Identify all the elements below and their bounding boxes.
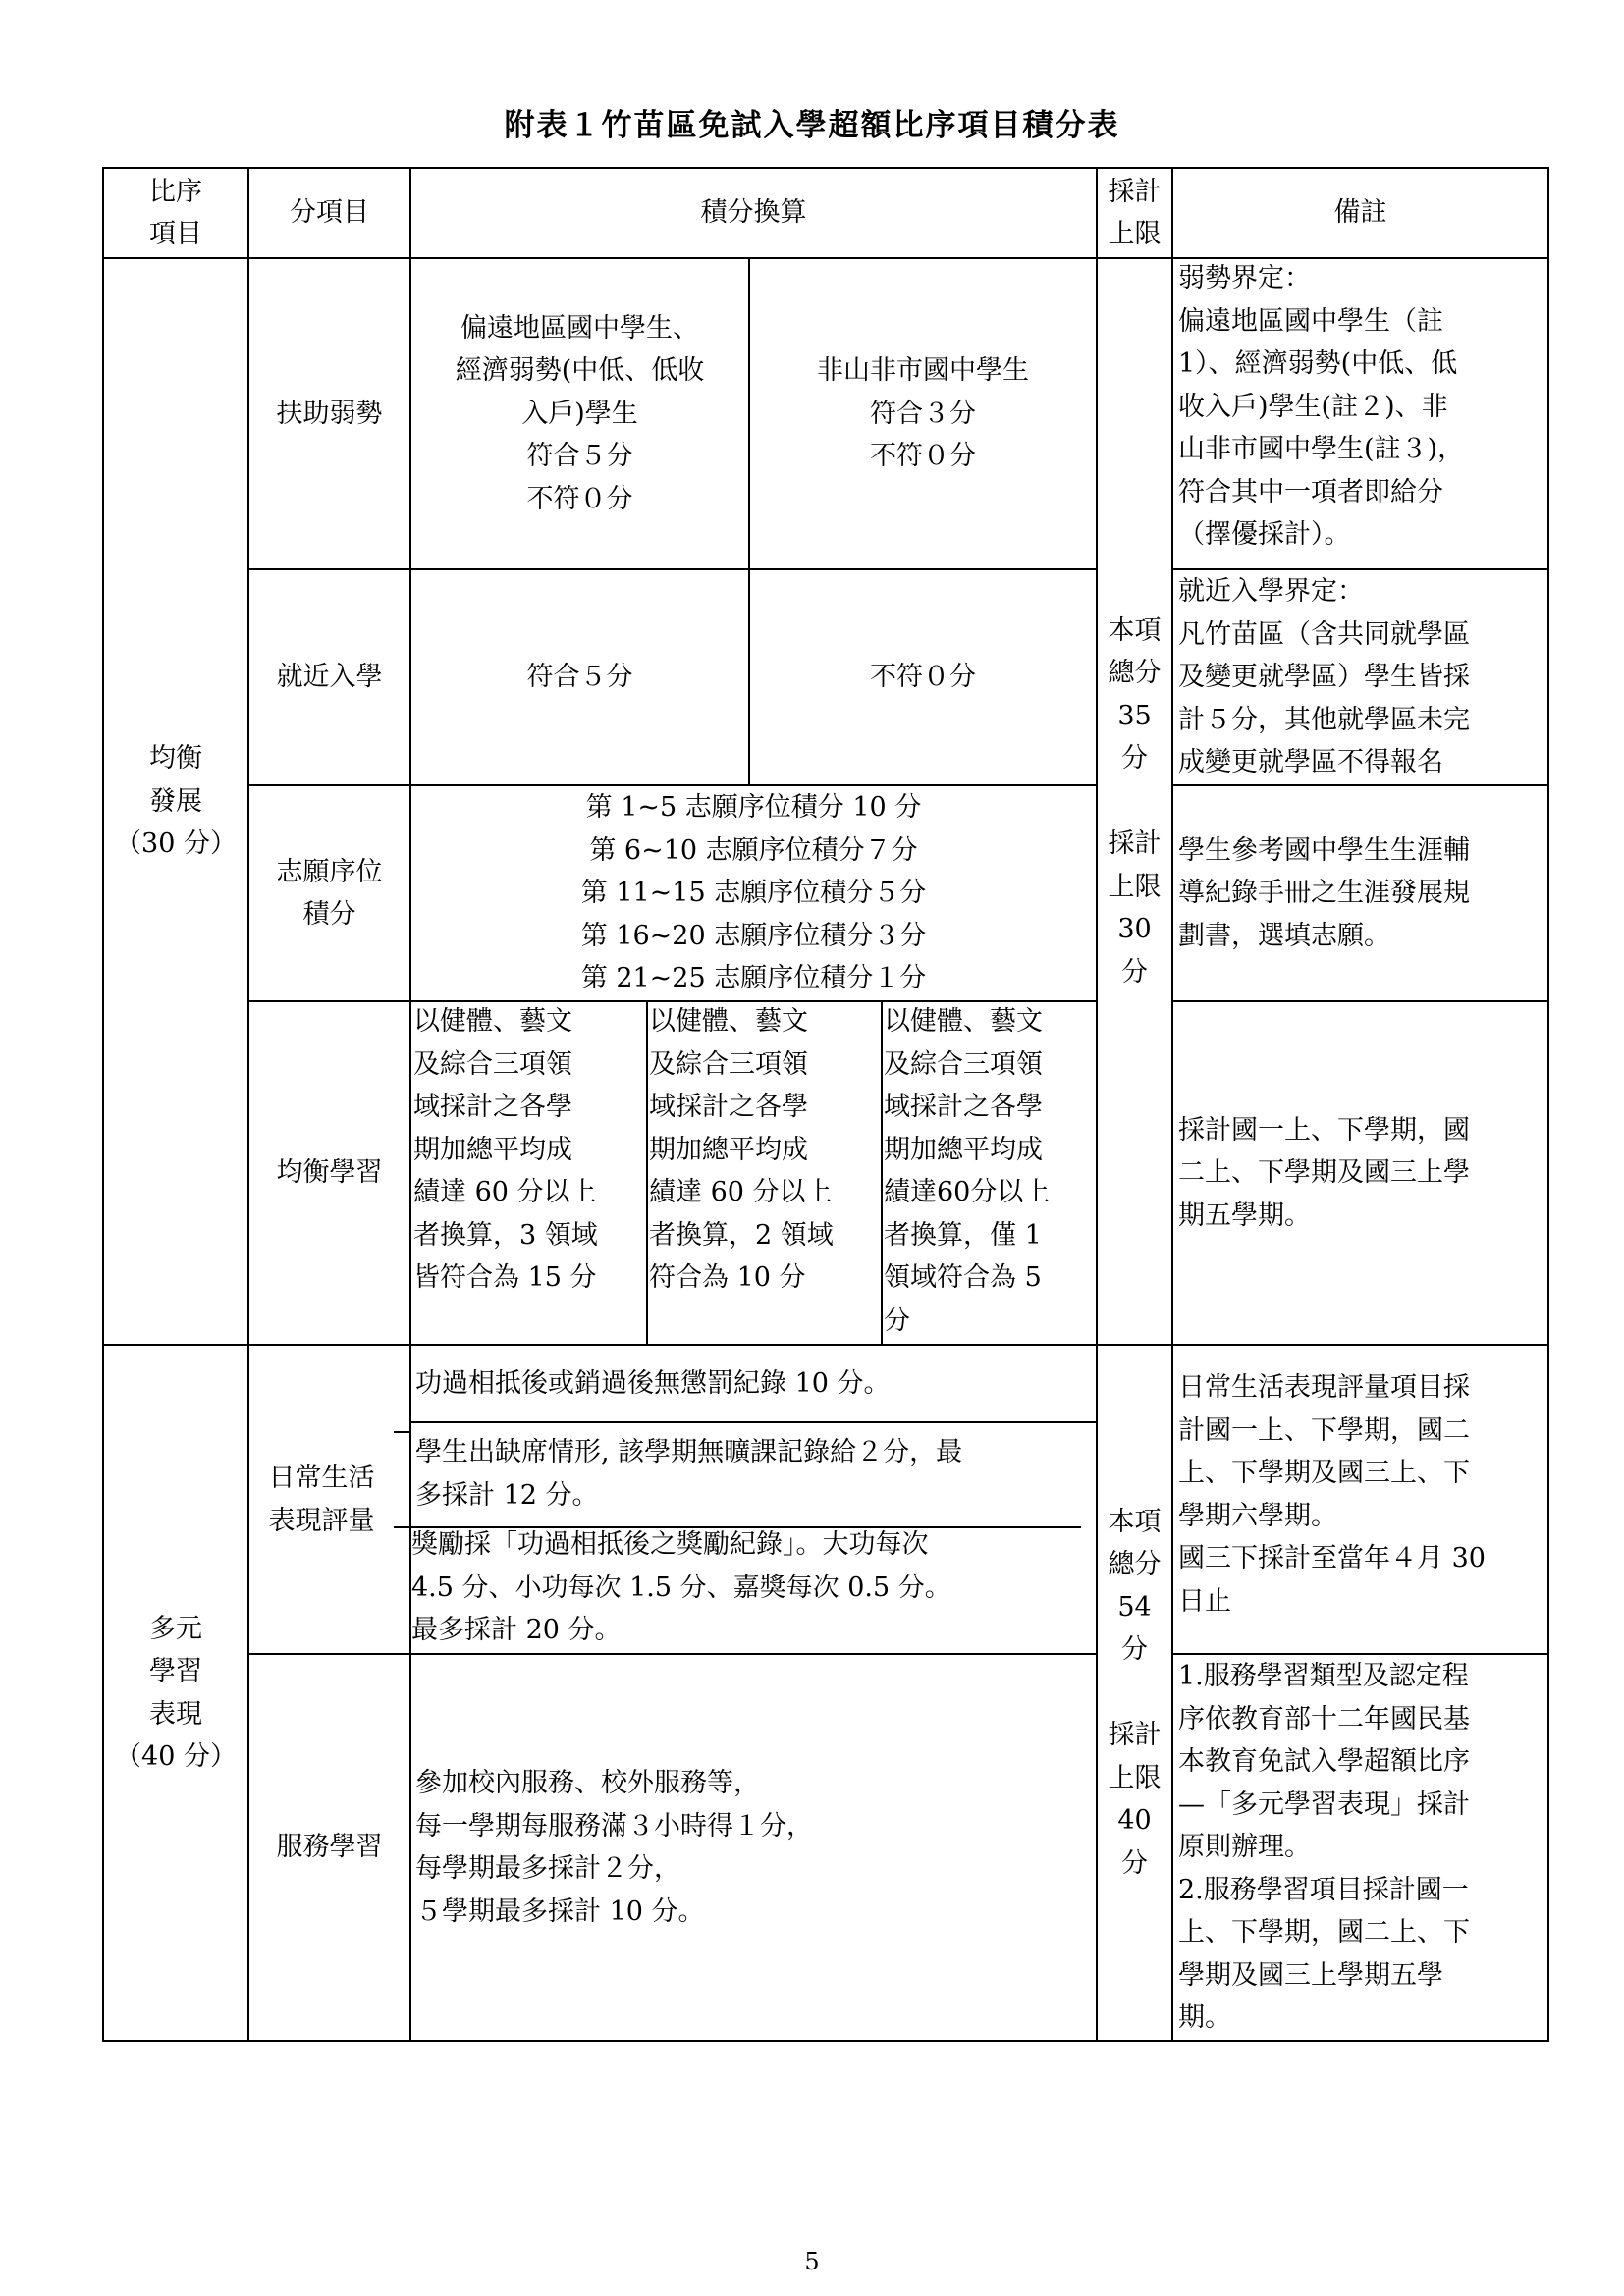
page-title: 附表１竹苗區免試入學超額比序項目積分表 [504, 108, 1120, 143]
daily-performance-note: 日常生活表現評量項目採 計國一上、下學期，國二 上、下學期及國三上、下 學期六學期。 國三下採計至當年４月 30 日止 [1178, 1372, 1486, 1617]
row-divider [394, 1431, 409, 1433]
balanced-learning-3-domains: 以健體、藝文 及綜合三項領 域採計之各學 期加總平均成 績達 60 分以上 者換算，3 領域 皆符合為 15 分 [413, 1006, 598, 1293]
balanced-learning-2-domains: 以健體、藝文 及綜合三項領 域採計之各學 期加總平均成 績達 60 分以上 者換算，2 領域 符合為 10 分 [649, 1006, 834, 1293]
section-balanced-limit: 本項 總分 35 分 採計 上限 30 分 [1108, 614, 1162, 988]
header-sort-item: 比序 項目 [149, 176, 202, 249]
daily-performance-label: 日常生活 表現評量 [268, 1463, 375, 1536]
cell-divider [881, 1000, 883, 1346]
nearby-label: 就近入學 [276, 662, 383, 693]
disadvantaged-label: 扶助弱勢 [276, 398, 383, 429]
header-sub-item: 分項目 [290, 197, 369, 229]
daily-attendance-row: 學生出缺席情形, 該學期無曠課記錄給２分，最 多採計 12 分。 [415, 1437, 963, 1511]
balanced-learning-note: 採計國一上、下學期，國 二上、下學期及國三上學 期五學期。 [1178, 1114, 1470, 1231]
disadvantaged-remote-score: 偏遠地區國中學生、 經濟弱勢(中低、低收 入戶)學生 符合５分 不符０分 [455, 312, 705, 514]
section-diverse-label: 多元 學習 表現 （40 分） [115, 1613, 237, 1772]
service-learning-label: 服務學習 [276, 1832, 383, 1863]
col-divider [1171, 167, 1173, 2042]
section-diverse-limit: 本項 總分 54 分 採計 上限 40 分 [1108, 1506, 1162, 1879]
preference-scores: 第 1~5 志願序位積分 10 分 第 6~10 志願序位積分７分 第 11~15 志願序位積分５分 第 16~20 志願序位積分３分 第 21~25 志願序位積分１分 [580, 792, 927, 994]
nearby-note: 就近入學界定： 凡竹苗區（含共同就學區 及變更就學區）學生皆採 計５分，其他就學區未完 成變更就學區不得報名 [1178, 576, 1470, 777]
daily-no-penalty-row: 功過相抵後或銷過後無懲罰紀錄 10 分。 [415, 1367, 891, 1399]
row-divider [409, 1421, 1097, 1423]
page-number: 5 [804, 2248, 820, 2275]
balanced-learning-1-domain: 以健體、藝文 及綜合三項領 域採計之各學 期加總平均成 績達60分以上 者換算，僅 1 領域符合為 5 分 [884, 1006, 1051, 1336]
section-balanced-label: 均衡 發展 （30 分） [115, 743, 237, 860]
preference-label: 志願序位 積分 [276, 856, 383, 930]
daily-rewards-row: 獎勵採「功過相抵後之獎勵紀錄」。大功每次 4.5 分、小功每次 1.5 分、嘉獎每次 0.5 分。 最多採計 20 分。 [411, 1529, 951, 1645]
service-learning-rules: 參加校內服務、校外服務等， 每一學期每服務滿３小時得１分， 每學期最多採計２分， ５學期最多採計 10 分。 [415, 1768, 813, 1927]
cell-divider [646, 1000, 648, 1346]
disadvantaged-suburban-score: 非山非市國中學生 符合３分 不符０分 [817, 355, 1029, 472]
balanced-learning-label: 均衡學習 [276, 1157, 383, 1189]
nearby-match-score: 符合５分 [526, 662, 633, 693]
table-border-bottom [102, 2040, 1549, 2042]
service-learning-note: 1.服務學習類型及認定程 序依教育部十二年國民基 本教育免試入學超額比序 —「多元學習表現」採計 原則辦理。 2.服務學習項目採計國一 上、下學期，國二上、下 學期及國三上學期五學 期。 [1178, 1661, 1470, 2033]
header-score-conversion: 積分換算 [700, 197, 807, 229]
header-remarks: 備註 [1333, 197, 1387, 229]
header-limit: 採計 上限 [1108, 176, 1162, 249]
preference-note: 學生參考國中學生生涯輔 導紀錄手冊之生涯發展規 劃書，選填志願。 [1178, 834, 1470, 951]
disadvantaged-note: 弱勢界定： 偏遠地區國中學生（註 1）、經濟弱勢(中低、低 收入戶)學生(註２)、非 山非市國中學生(註３)， 符合其中一項者即給分 （擇優採計）。 [1178, 263, 1465, 550]
nearby-nomatch-score: 不符０分 [870, 662, 976, 693]
table-border-right [1547, 167, 1549, 2042]
